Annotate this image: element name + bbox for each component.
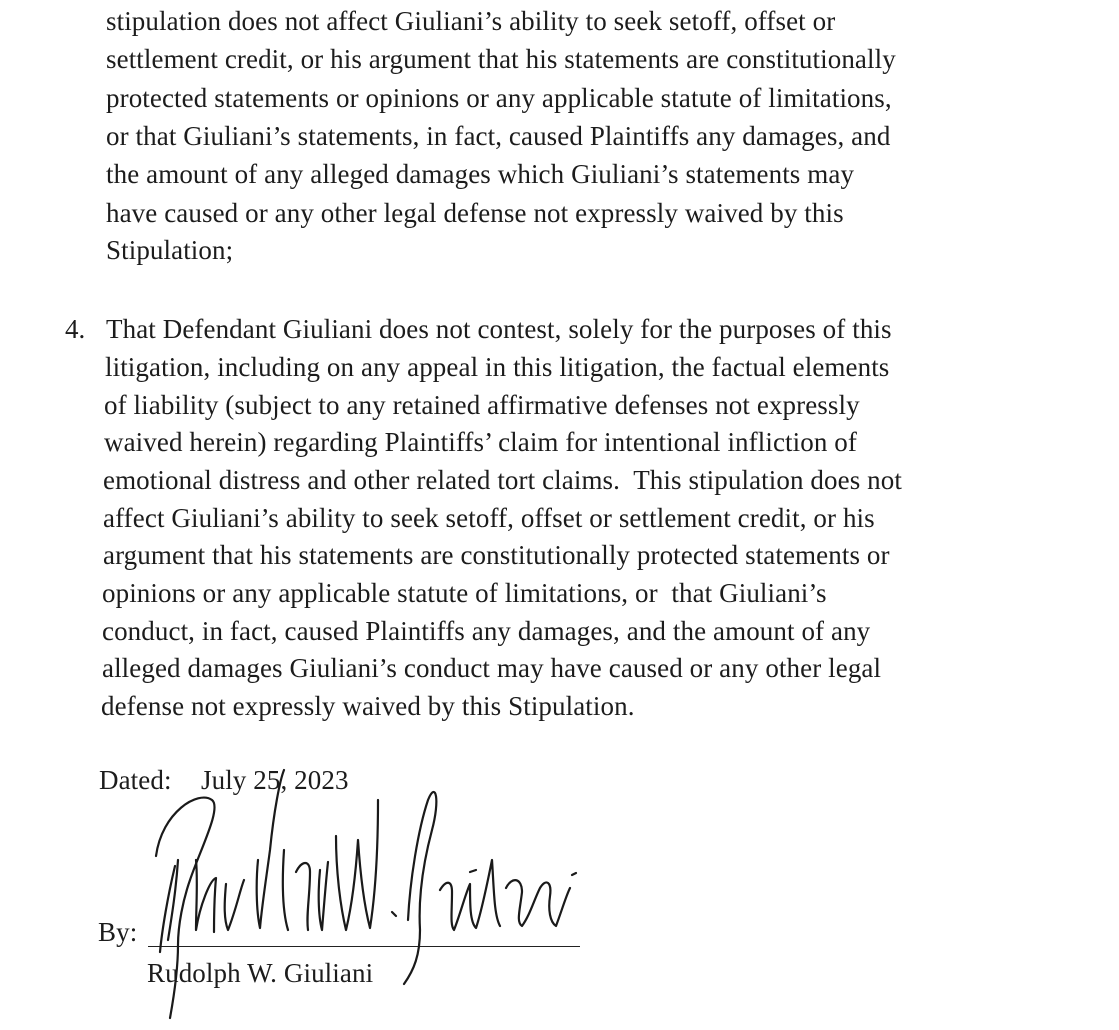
paragraph-line: settlement credit, or his argument that his statements are constitutionally <box>106 44 896 74</box>
paragraph-number: 4. <box>65 314 86 344</box>
paragraph-line: argument that his statements are constitutionally protected statements or <box>103 540 890 570</box>
paragraph-line: waived herein) regarding Plaintiffs’ claim for intentional infliction of <box>104 427 857 457</box>
by-label: By: <box>98 917 138 947</box>
paragraph-line: conduct, in fact, caused Plaintiffs any damages, and the amount of any <box>102 616 871 646</box>
paragraph-line: That Defendant Giuliani does not contest, solely for the purposes of this <box>106 314 892 344</box>
dated-label: Dated: <box>99 765 172 795</box>
paragraph-line: or that Giuliani’s statements, in fact, caused Plaintiffs any damages, and <box>106 121 891 151</box>
paragraph-line: stipulation does not affect Giuliani’s ability to seek setoff, offset or <box>106 6 836 36</box>
paragraph-line: litigation, including on any appeal in this litigation, the factual elements <box>105 352 890 382</box>
paragraph-line: protected statements or opinions or any applicable statute of limitations, <box>106 83 892 113</box>
paragraph-line: the amount of any alleged damages which Giuliani’s statements may <box>106 159 855 189</box>
paragraph-line: of liability (subject to any retained affirmative defenses not expressly <box>104 390 860 420</box>
dated-value: July 25, 2023 <box>201 765 349 795</box>
paragraph-line: Stipulation; <box>106 235 234 265</box>
paragraph-line: alleged damages Giuliani’s conduct may have caused or any other legal <box>102 653 882 683</box>
paragraph-line: emotional distress and other related tort claims. This stipulation does not <box>103 465 902 495</box>
paragraph-line: opinions or any applicable statute of limitations, or that Giuliani’s <box>102 578 827 608</box>
paragraph-line: affect Giuliani’s ability to seek setoff, offset or settlement credit, or his <box>103 503 875 533</box>
signer-name: Rudolph W. Giuliani <box>147 958 374 988</box>
paragraph-line: defense not expressly waived by this Stipulation. <box>101 691 635 721</box>
signature-line <box>148 946 580 947</box>
paragraph-line: have caused or any other legal defense not expressly waived by this <box>106 198 844 228</box>
